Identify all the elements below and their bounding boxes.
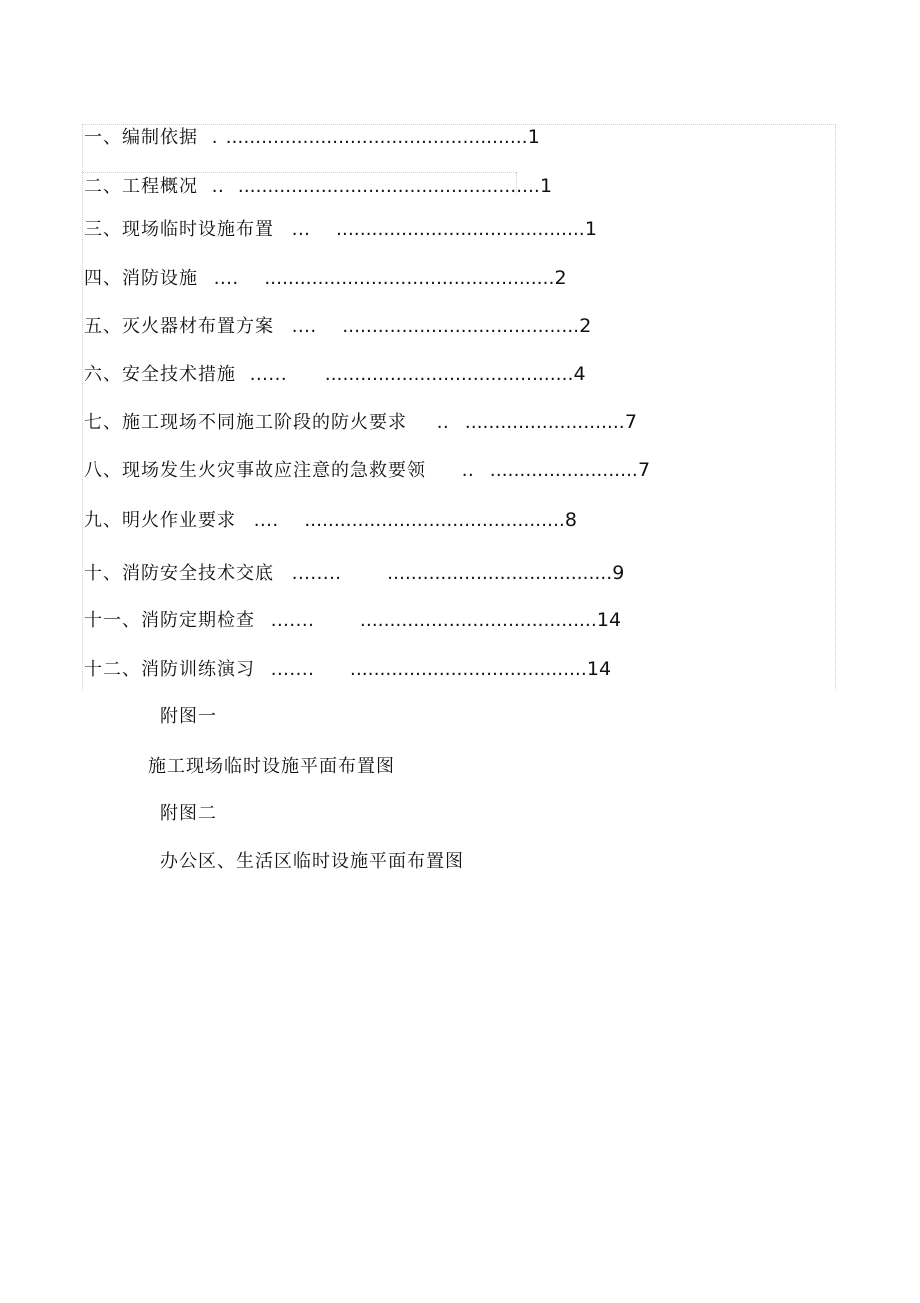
appendix-figure-1-label: 附图一 <box>160 706 217 727</box>
toc-item-dots: ................................................. <box>264 268 555 289</box>
toc-item-leader: ...... <box>249 364 288 385</box>
appendix-figure-2-label: 附图二 <box>160 803 217 824</box>
toc-item-leader: .. <box>461 460 475 481</box>
toc-item-dots: .......................................... <box>336 219 585 240</box>
toc-item-title: 五、灭火器材布置方案 <box>84 316 274 337</box>
toc-item-dots: ........................................ <box>360 610 597 631</box>
toc-item-title: 十二、消防训练演习 <box>84 659 255 680</box>
toc-item-12[interactable] <box>84 656 611 682</box>
toc-item-leader: ....... <box>270 659 315 680</box>
toc-item-page: 8 <box>564 509 578 531</box>
toc-item-dots: ...................................... <box>387 563 613 584</box>
toc-item-title: 四、消防设施 <box>84 268 198 289</box>
toc-item-title: 十一、消防定期检查 <box>84 610 255 631</box>
toc-item-dots: ......................... <box>489 460 638 481</box>
toc-item-page: 1 <box>527 126 540 148</box>
toc-item-page: 2 <box>554 267 567 289</box>
toc-item-2[interactable] <box>84 173 552 199</box>
toc-item-title: 十、消防安全技术交底 <box>84 563 274 584</box>
toc-item-title: 二、工程概况 <box>84 176 198 197</box>
toc-item-leader: ... <box>291 219 311 240</box>
toc-item-page: 14 <box>586 658 612 680</box>
toc-item-4[interactable] <box>84 265 567 291</box>
toc-frame <box>82 124 836 690</box>
toc-item-leader: .. <box>211 176 225 197</box>
toc-item-title: 九、明火作业要求 <box>84 510 236 531</box>
toc-item-page: 7 <box>637 459 651 481</box>
toc-item-10[interactable] <box>84 560 624 586</box>
toc-item-dots: ........................... <box>464 412 625 433</box>
toc-item-11[interactable] <box>84 607 621 633</box>
toc-item-page: 2 <box>579 315 592 337</box>
toc-item-5[interactable] <box>84 313 591 339</box>
toc-item-title: 六、安全技术措施 <box>84 364 236 385</box>
appendix-figure-1-title: 施工现场临时设施平面布置图 <box>148 756 395 777</box>
toc-item-6[interactable] <box>84 361 586 387</box>
appendix-figure-2-title: 办公区、生活区临时设施平面布置图 <box>160 851 464 872</box>
toc-item-title: 八、现场发生火灾事故应注意的急救要领 <box>84 460 426 481</box>
toc-item-dots: ........................................ <box>350 659 587 680</box>
toc-item-dots: ........................................ <box>342 316 580 337</box>
toc-item-page: 14 <box>596 609 622 631</box>
toc-item-title: 七、施工现场不同施工阶段的防火要求 <box>84 412 407 433</box>
toc-item-dots: ................................................... <box>237 176 540 197</box>
toc-item-dots: .......................................... <box>324 364 574 385</box>
toc-item-leader: ........ <box>291 563 342 584</box>
toc-item-8[interactable] <box>84 457 650 483</box>
toc-item-dots: ................................................... <box>225 127 528 148</box>
toc-item-leader: .... <box>291 316 317 337</box>
toc-item-page: 9 <box>612 562 625 584</box>
toc-item-leader: .. <box>436 412 450 433</box>
toc-item-page: 1 <box>539 175 553 197</box>
toc-item-page: 4 <box>573 363 586 385</box>
toc-item-leader: . <box>211 127 218 148</box>
toc-item-title: 一、编制依据 <box>84 127 198 148</box>
toc-item-page: 1 <box>584 218 597 240</box>
toc-item-page: 7 <box>624 411 637 433</box>
toc-item-leader: ....... <box>270 610 315 631</box>
toc-item-1[interactable] <box>84 124 540 150</box>
toc-item-9[interactable] <box>84 507 577 533</box>
toc-item-3[interactable] <box>84 216 597 242</box>
toc-item-leader: .... <box>213 268 239 289</box>
toc-item-leader: .... <box>253 510 279 531</box>
toc-item-title: 三、现场临时设施布置 <box>84 219 274 240</box>
toc-item-dots: ............................................ <box>304 510 565 531</box>
toc-item-7[interactable] <box>84 409 637 435</box>
